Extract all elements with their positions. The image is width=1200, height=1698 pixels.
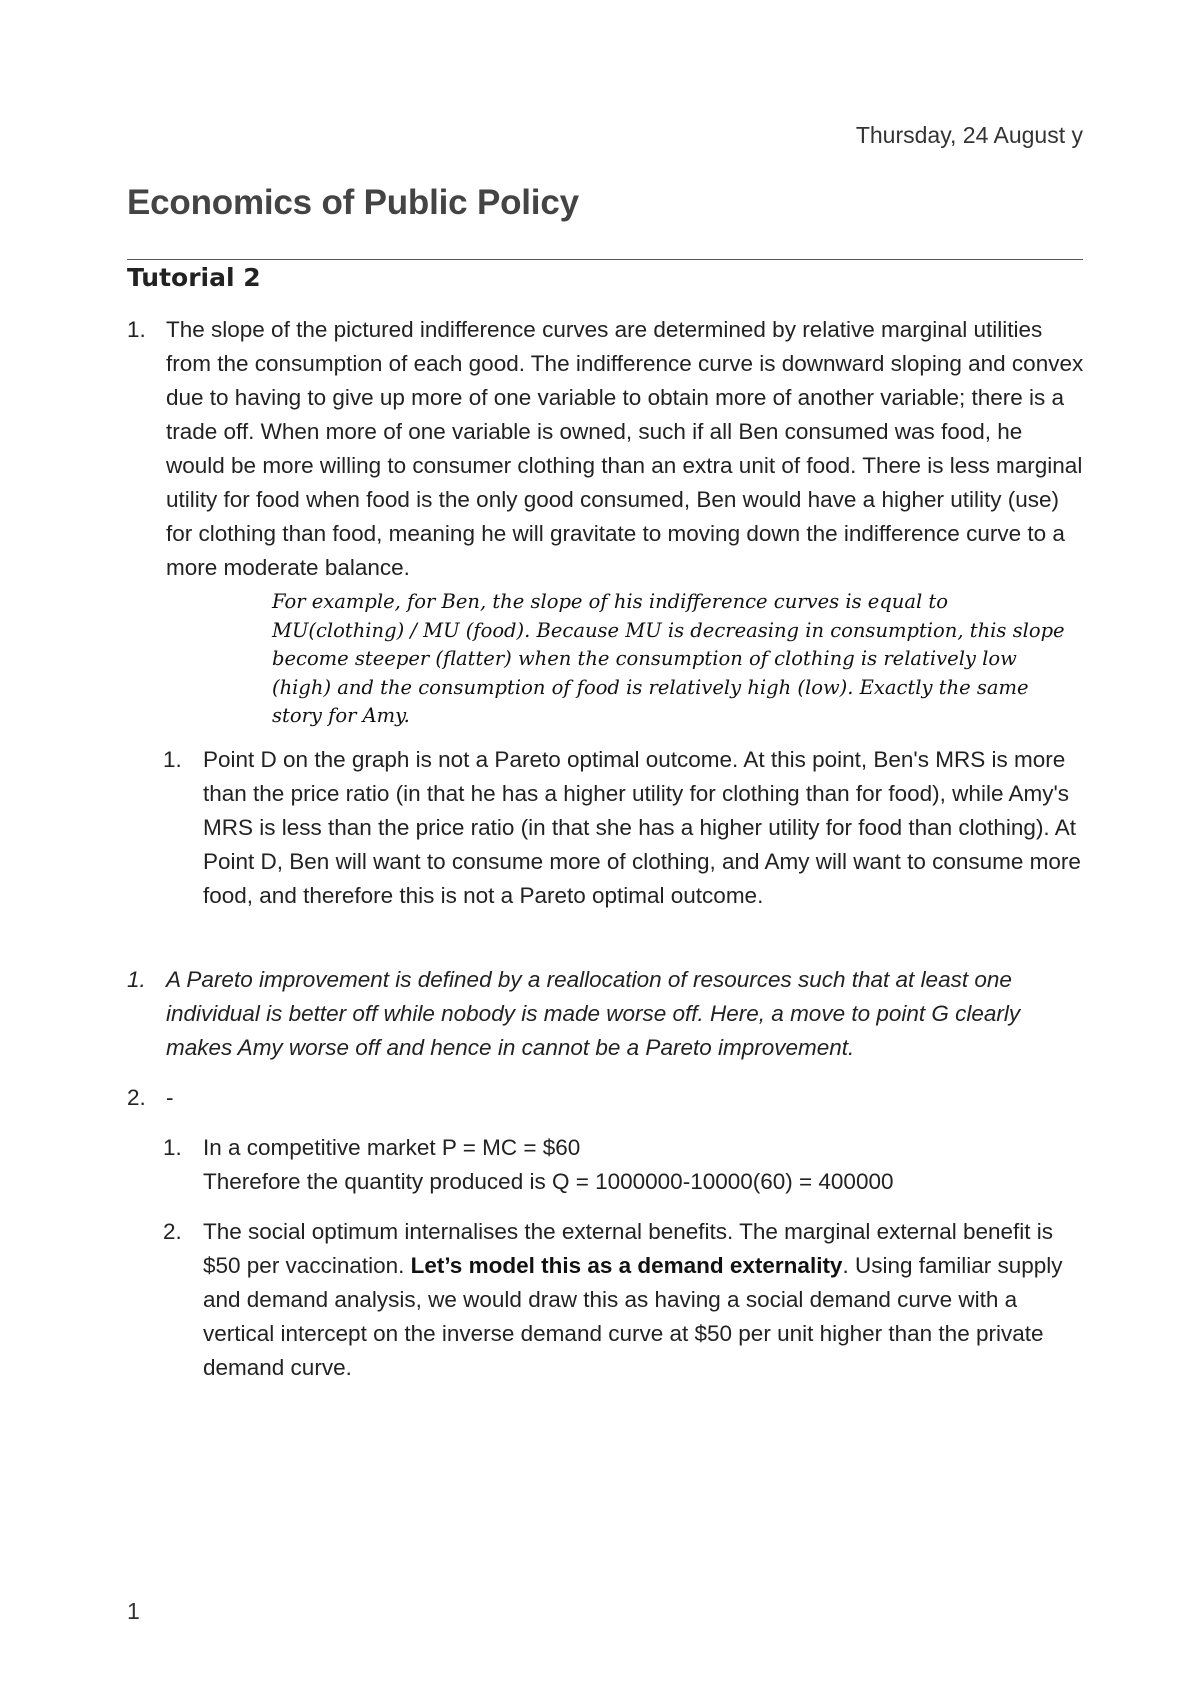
q2-sub2-number: 2. (163, 1219, 182, 1244)
q1-answer: The slope of the pictured indifference curves are determined by relative marginal utilities from the consumption of each good. The indifference curve is downward sloping and convex due to having to give up more of one variable to obtain more of another variable; there is a trade off. When more of one variable is owned, such if all Ben consumed was food, he would be more willing to consumer clothing than an extra unit of food. There is less marginal utility for food when food is the only good consumed, Ben would have a higher utility (use) for clothing than food, meaning he will gravitate to moving down the indifference curve to a more moderate balance. (166, 317, 1084, 580)
page-number: 1 (127, 1598, 140, 1624)
q2-number: 2. (127, 1085, 146, 1110)
q1b-answer: A Pareto improvement is defined by a reallocation of resources such that at least one individual is better off while nobody is made worse off. Here, a move to point G clearly makes Amy worse off and hence in cannot be a Pareto improvement. (166, 967, 1021, 1060)
q2-sub2-text-a: The social optimum internalises the external benefits. The marginal external benefit is $50 per vaccination. (203, 1219, 1054, 1278)
document-subtitle: Tutorial 2 (127, 263, 261, 292)
q1-feedback-note: For example, for Ben, the slope of his indifference curves is equal to MU(clothing) / MU (food). Because MU is decreasing in consumption, this slope become steeper (flatter) when the consumption of clothing is relatively low (high) and the consumption of food is relatively high (low). Exactly the same story for Amy. (272, 590, 1065, 727)
q2-sub1-line2: Therefore the quantity produced is Q = 1000000-10000(60) = 400000 (203, 1169, 894, 1194)
q2-sub2-text-b: . Using familiar supply and demand analysis, we would draw this as having a social demand curve with a vertical intercept on the inverse demand curve at $50 per unit higher than the private demand curve. (203, 1253, 1063, 1380)
title-divider (127, 259, 1083, 260)
q1-number: 1. (127, 317, 146, 342)
q1-sub1-number: 1. (163, 747, 182, 772)
q1-sub1-answer: Point D on the graph is not a Pareto optimal outcome. At this point, Ben's MRS is more than the price ratio (in that he has a higher utility for clothing than for food), while Amy's MRS is less than the price ratio (in that she has a higher utility for food than clothing). At Point D, Ben will want to consume more of clothing, and Amy will want to consume more food, and therefore this is not a Pareto optimal outcome. (203, 747, 1081, 908)
q2-sub2-emphasis: Let’s model this as a demand externality (410, 1253, 843, 1278)
header-date: Thursday, 24 August y (855, 122, 1083, 148)
q2-answer: - (166, 1085, 174, 1110)
document-title: Economics of Public Policy (127, 183, 579, 222)
q1b-number: 1. (127, 967, 146, 992)
q2-sub1-number: 1. (163, 1135, 182, 1160)
q2-sub2-answer (203, 1215, 1083, 1385)
q2-sub1-line1: In a competitive market P = MC = $60 (203, 1135, 581, 1160)
